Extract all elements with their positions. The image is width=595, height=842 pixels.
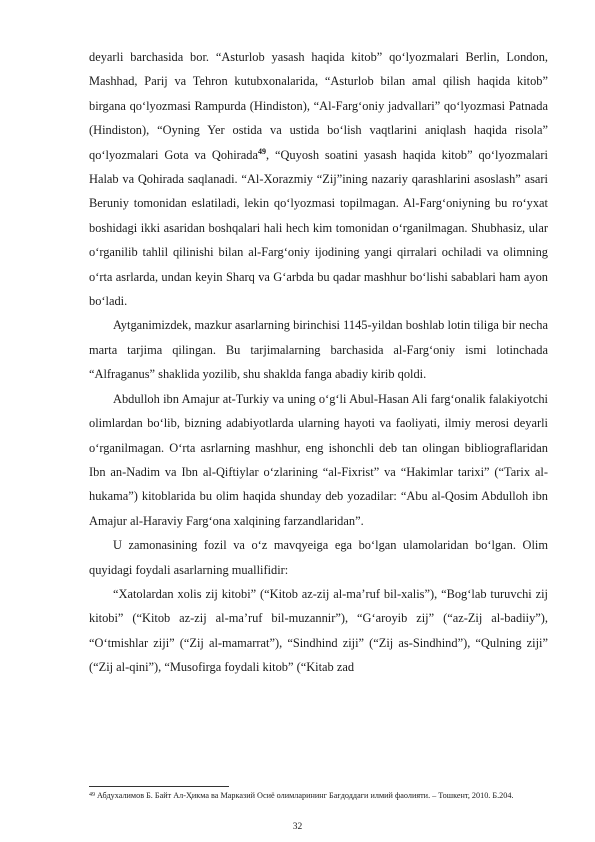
body-text bbox=[89, 45, 548, 680]
paragraph-3: Abdulloh ibn Amajur at-Turkiy va uning o‘g‘li Abul-Hasan Ali farg‘onalik falakiyotchi olimlardan bo‘lib, bizning adabiyotlarda ularning hayoti va faoliyati, ilmiy merosi deyarli o‘rganilmagan. O‘rta asrlarning mashhur, eng ishonchli deb tan olingan bibliograflaridan Ibn an-Nadim va Ibn al-Qiftiylar o‘zlarining “al-Fixrist” va “Hakimlar tarixi” (“Tarix al-hukama”) kitoblarida bu olim haqida shunday deb yozadilar: “Abu al-Qosim Abdulloh ibn Amajur al-Haraviy Farg‘ona xalqining farzandlaridan”. bbox=[89, 391, 548, 528]
footnote-divider bbox=[89, 786, 229, 787]
paragraph-4: U zamonasining fozil va o‘z mavqyeiga ega bo‘lgan ulamolaridan bo‘lgan. Olim quyidagi foydali asarlarning muallifidir: bbox=[89, 538, 548, 577]
paragraph-1-part-a: deyarli barchasida bor. “Asturlob yasash haqida kitob” qo‘lyozmalari Berlin, London, Mashhad, Parij va Tehron kutubxonalarida, “Asturlob bilan amal qilish haqida kitob” birgana qo‘lyozmasi Rampurda (Hindiston), “Al-Farg‘oniy jadvallari” qo‘lyozmasi Patnada (Hindiston), “Oyning Yer ostida va ustida bo‘lish vaqtlarini aniqlash haqida risola” qo‘lyozmalari Gota va Qohirada bbox=[89, 50, 548, 162]
paragraph-2: Aytganimizdek, mazkur asarlarning birinchisi 1145-yildan boshlab lotin tiliga bir necha marta tarjima qilingan. Bu tarjimalarning barchasida al-Farg‘oniy ismi lotinchada “Alfraganus” shaklida yozilib, shu shaklda fanga abadiy kirib qoldi. bbox=[89, 318, 548, 382]
paragraph-1-part-b: , “Quyosh soatini yasash haqida kitob” qo‘lyozmalari Halab va Qohirada saqlanadi. “Al-Xorazmiy “Zij”ining nazariy qarashlarini asoslash” asari Beruniy tomonidan eslatiladi, lekin qo‘lyozmasi topilmagan. Al-Farg‘oniyning bu ro‘yxat boshidagi ikki asaridan boshqalari hali hech kim tomonidan o‘rganilmagan. Shubhasiz, ular o‘rganilib tahlil qilinishi bilan al-Farg‘oniy ijodining yangi qirralari ochiladi va olimning o‘rta asrlarda, undan keyin Sharq va G‘arbda bu qadar mashhur bo‘lishi sabablari ham ayon bo‘ladi. bbox=[89, 147, 548, 309]
footnote-text: Абдухалимов Б. Байт Ал-Ҳикма ва Марказий Осиё олимларининг Бағдоддаги илмий фаолияти. – Тошкент, 2010. Б.204. bbox=[95, 791, 514, 800]
paragraph-5: “Xatolardan xolis zij kitobi” (“Kitob az-zij al-ma’ruf bil-xalis”), “Bog‘lab turuvchi zij kitobi” (“Kitob az-zij al-ma’ruf bil-muzannir”), “G‘aroyib zij” (“az-Zij al-badiiy”), “O‘tmishlar ziji” (“Zij al-mamarrat”), “Sindhind ziji” (“Zij as-Sindhind”), “Qulning ziji” (“Zij al-qini”), “Musofirga foydali kitob” (“Kitab zad bbox=[89, 586, 548, 675]
footnote-number: 49 bbox=[89, 792, 95, 798]
footnote-reference[interactable]: 49 bbox=[258, 146, 267, 156]
page-number: 32 bbox=[292, 822, 303, 832]
paragraph-1 bbox=[89, 45, 548, 313]
footnote bbox=[89, 789, 548, 802]
